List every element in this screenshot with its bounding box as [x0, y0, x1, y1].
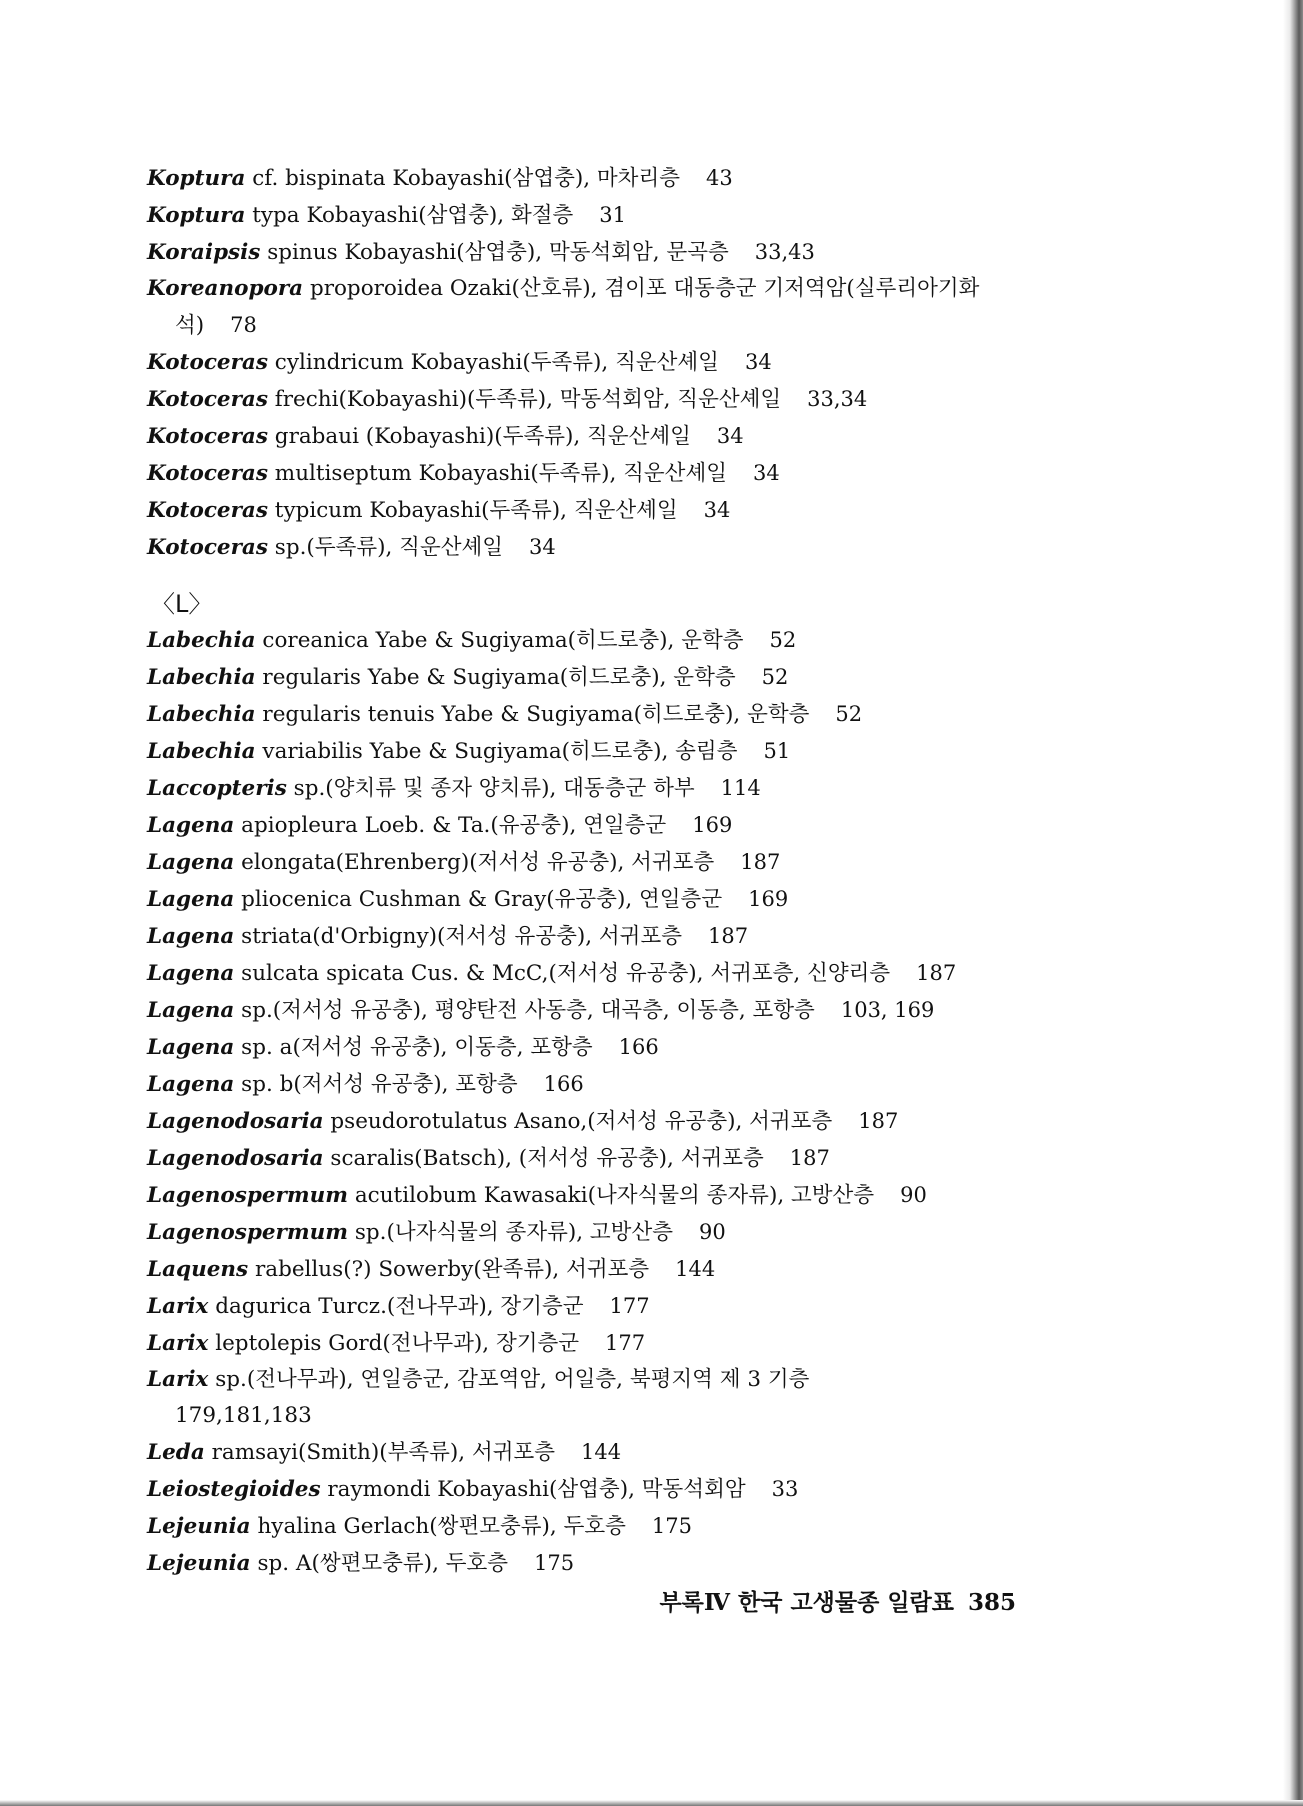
species-entry: [147, 1140, 1047, 1177]
species-entry: [147, 1103, 1047, 1140]
page-reference: 169: [748, 887, 789, 911]
entry-text: typa Kobayashi(삼엽충), 화절층: [245, 203, 574, 228]
species-entry: [147, 529, 1047, 566]
genus-name: Lagenospermum: [147, 1183, 349, 1208]
footer-title: 부록Ⅳ 한국 고생물종 일람표: [659, 1589, 954, 1616]
page-reference: 144: [581, 1440, 622, 1464]
page-footer: [636, 1584, 1016, 1617]
genus-name: Lagenodosaria: [147, 1109, 324, 1134]
entry-text: sp. b(저서성 유공충), 포항층: [234, 1072, 518, 1097]
genus-name: Lejeunia: [147, 1551, 251, 1576]
entry-text: proporoidea Ozaki(산호류), 겸이포 대동층군 기저역암(실루리아기화: [303, 276, 980, 301]
genus-name: Kotoceras: [147, 498, 268, 523]
species-entry: [147, 1251, 1047, 1288]
species-entry: [147, 418, 1047, 455]
page-reference: 90: [699, 1220, 726, 1244]
page-reference: 34: [716, 424, 744, 448]
genus-name: Lagenodosaria: [147, 1146, 324, 1171]
species-list: [147, 160, 1047, 1582]
page-reference: 144: [675, 1257, 716, 1281]
species-entry: [147, 955, 1047, 992]
genus-name: Larix: [147, 1294, 209, 1319]
species-entry: [147, 696, 1047, 733]
genus-name: Koptura: [147, 166, 246, 191]
genus-name: Lagena: [147, 998, 235, 1023]
genus-name: Kotoceras: [147, 387, 268, 412]
entry-text: striata(d'Orbigny)(저서성 유공충), 서귀포층: [234, 924, 682, 949]
page-reference: 169: [692, 813, 733, 837]
genus-name: Laccopteris: [147, 776, 287, 801]
section-heading-l: 〈L〉: [151, 590, 213, 618]
entry-text: raymondi Kobayashi(삼엽충), 막동석회암: [320, 1477, 746, 1502]
page-reference: 34: [703, 498, 731, 522]
entry-text: sp. A(쌍편모충류), 두호층: [250, 1551, 509, 1576]
genus-name: Leda: [147, 1440, 205, 1465]
page-reference: 103, 169: [840, 998, 935, 1022]
page-edge-right: [1283, 0, 1303, 1806]
page-reference: 52: [835, 702, 863, 726]
species-entry: [147, 160, 1047, 197]
page-reference: 33: [771, 1477, 799, 1501]
genus-name: Koptura: [147, 203, 246, 228]
species-entry: [147, 807, 1047, 844]
genus-name: Kotoceras: [147, 461, 268, 486]
entry-continuation: 석) 78: [175, 313, 257, 338]
entry-text: pseudorotulatus Asano,(저서성 유공충), 서귀포층: [323, 1109, 833, 1134]
page-reference: 187: [858, 1109, 899, 1133]
page-reference: 31: [599, 203, 626, 227]
species-entry: [147, 881, 1047, 918]
genus-name: Labechia: [147, 665, 256, 690]
entry-text: cf. bispinata Kobayashi(삼엽충), 마차리층: [245, 166, 680, 191]
species-entry: [147, 659, 1047, 696]
genus-name: Koreanopora: [147, 276, 304, 301]
species-entry: [147, 770, 1047, 807]
page-reference: 177: [609, 1294, 650, 1318]
page-reference: 175: [534, 1551, 575, 1575]
entry-text: leptolepis Gord(전나무과), 장기층군: [208, 1331, 580, 1356]
species-entry: [147, 1029, 1047, 1066]
species-entry: [147, 992, 1047, 1029]
species-entry: [147, 1066, 1047, 1103]
entry-text: grabaui (Kobayashi)(두족류), 직운산셰일: [267, 424, 691, 449]
species-entry: [147, 1471, 1047, 1508]
page-reference: 166: [618, 1035, 659, 1059]
genus-name: Labechia: [147, 628, 256, 653]
entries-k: [147, 160, 1047, 566]
genus-name: Lagena: [147, 924, 235, 949]
entry-continuation: 179,181,183: [175, 1403, 312, 1428]
species-entry: [147, 1288, 1047, 1325]
page-reference: 114: [720, 776, 761, 800]
entry-text: pliocenica Cushman & Gray(유공충), 연일층군: [234, 887, 723, 912]
genus-name: Lagena: [147, 850, 235, 875]
genus-name: Leiostegioides: [147, 1477, 321, 1502]
entry-text: regularis tenuis Yabe & Sugiyama(히드로충), 운학층: [255, 702, 810, 727]
species-entry: [147, 1177, 1047, 1214]
page-reference: 175: [651, 1514, 692, 1538]
genus-name: Kotoceras: [147, 424, 268, 449]
entry-text: spinus Kobayashi(삼엽충), 막동석회암, 문곡층: [260, 240, 729, 265]
species-entry: [147, 844, 1047, 881]
entry-text: variabilis Yabe & Sugiyama(히드로충), 송림층: [255, 739, 738, 764]
genus-name: Koraipsis: [147, 240, 261, 265]
entry-text: typicum Kobayashi(두족류), 직운산셰일: [267, 498, 678, 523]
species-entry: [147, 344, 1047, 381]
species-entry: [147, 1362, 1047, 1434]
page-reference: 52: [769, 628, 797, 652]
genus-name: Lagenospermum: [147, 1220, 349, 1245]
species-entry: [147, 1214, 1047, 1251]
page-reference: 177: [605, 1331, 646, 1355]
species-entry: [147, 381, 1047, 418]
genus-name: Larix: [147, 1331, 209, 1356]
genus-name: Lagena: [147, 961, 235, 986]
entry-text: regularis Yabe & Sugiyama(히드로충), 운학층: [255, 665, 736, 690]
entry-text: scaralis(Batsch), (저서성 유공충), 서귀포층: [323, 1146, 764, 1171]
page-reference: 51: [763, 739, 791, 763]
species-entry: [147, 1545, 1047, 1582]
page-reference: 187: [916, 961, 957, 985]
entry-text: rabellus(?) Sowerby(완족류), 서귀포층: [248, 1257, 650, 1282]
genus-name: Kotoceras: [147, 350, 268, 375]
page-reference: 43: [706, 166, 733, 190]
entry-text: acutilobum Kawasaki(나자식물의 종자류), 고방산층: [348, 1183, 875, 1208]
species-entry: [147, 492, 1047, 529]
genus-name: Laquens: [147, 1257, 249, 1282]
species-entry: [147, 271, 1047, 344]
genus-name: Kotoceras: [147, 535, 268, 560]
genus-name: Lejeunia: [147, 1514, 251, 1539]
entry-text: coreanica Yabe & Sugiyama(히드로충), 운학층: [255, 628, 744, 653]
page-edge-bottom: [0, 1800, 1303, 1806]
page-reference: 187: [707, 924, 749, 948]
entry-text: sp.(저서성 유공충), 평양탄전 사동층, 대곡층, 이동층, 포항층: [234, 998, 815, 1023]
page-reference: 34: [529, 535, 556, 559]
species-entry: [147, 733, 1047, 770]
entry-text: cylindricum Kobayashi(두족류), 직운산셰일: [267, 350, 719, 375]
entry-text: sp.(두족류), 직운산셰일: [267, 535, 504, 560]
genus-name: Labechia: [147, 739, 256, 764]
entry-text: sp. a(저서성 유공충), 이동층, 포항층: [234, 1035, 593, 1060]
entry-text: sp.(전나무과), 연일층군, 감포역암, 어일층, 북평지역 제 3 기층: [208, 1367, 810, 1392]
page-reference: 34: [753, 461, 780, 485]
page-reference: 78: [230, 313, 257, 337]
page-reference: 52: [761, 665, 789, 689]
entry-text: multiseptum Kobayashi(두족류), 직운산셰일: [267, 461, 727, 486]
entry-text: sulcata spicata Cus. & McC,(저서성 유공충), 서귀포층, 신양리층: [234, 961, 891, 986]
genus-name: Larix: [147, 1367, 209, 1392]
page-reference: 34: [744, 350, 772, 374]
genus-name: Labechia: [147, 702, 256, 727]
page-reference: 33,34: [807, 387, 868, 411]
species-entry: [147, 1325, 1047, 1362]
entries-l: [147, 622, 1047, 1582]
genus-name: Lagena: [147, 887, 235, 912]
genus-name: Lagena: [147, 1072, 235, 1097]
entry-text: sp.(나자식물의 종자류), 고방산층: [348, 1220, 673, 1245]
species-entry: [147, 918, 1047, 955]
species-entry: [147, 1434, 1047, 1471]
species-entry: [147, 622, 1047, 659]
species-entry: [147, 455, 1047, 492]
entry-text: sp.(양치류 및 종자 양치류), 대동층군 하부: [286, 776, 695, 801]
page-reference: 187: [789, 1146, 830, 1170]
page-number: 385: [967, 1589, 1016, 1616]
species-entry: [147, 197, 1047, 234]
entry-text: elongata(Ehrenberg)(저서성 유공충), 서귀포층: [234, 850, 715, 875]
page-reference: 187: [740, 850, 781, 874]
entry-text: dagurica Turcz.(전나무과), 장기층군: [208, 1294, 584, 1319]
species-entry: [147, 1508, 1047, 1545]
genus-name: Lagena: [147, 813, 235, 838]
entry-text: hyalina Gerlach(쌍편모충류), 두호층: [250, 1514, 626, 1539]
entry-text: apiopleura Loeb. & Ta.(유공충), 연일층군: [234, 813, 667, 838]
page-reference: 90: [900, 1183, 927, 1207]
species-entry: [147, 234, 1047, 271]
entry-text: ramsayi(Smith)(부족류), 서귀포층: [204, 1440, 556, 1465]
entry-text: frechi(Kobayashi)(두족류), 막동석회암, 직운산셰일: [267, 387, 782, 412]
page-reference: 33,43: [754, 240, 815, 264]
genus-name: Lagena: [147, 1035, 235, 1060]
page-reference: 166: [543, 1072, 584, 1096]
